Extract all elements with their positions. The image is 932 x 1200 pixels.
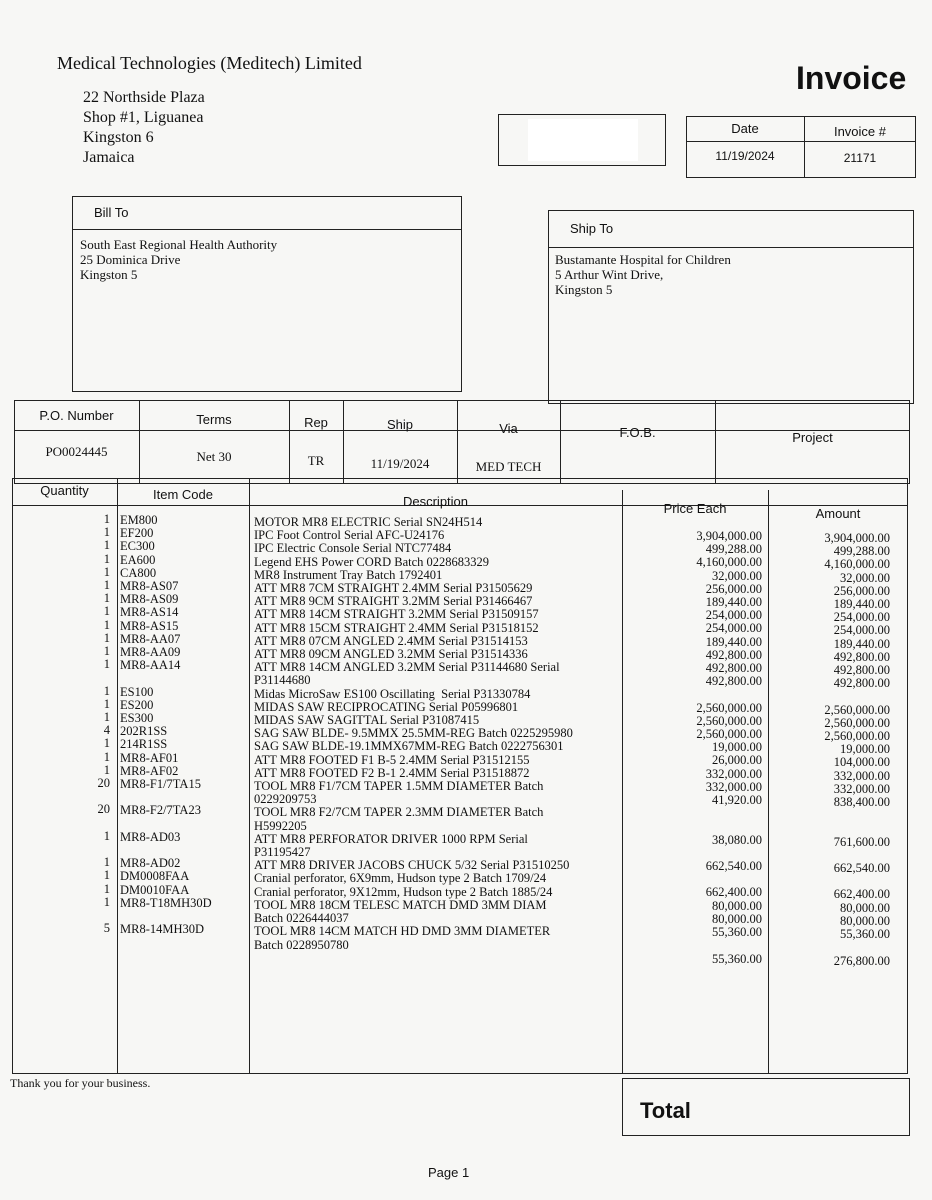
invoice-number-value: 21171: [843, 151, 877, 165]
ship-to-line: Bustamante Hospital for Children: [555, 252, 731, 267]
company-name: Medical Technologies (Meditech) Limited: [57, 53, 362, 73]
item-code-header: Item Code: [153, 487, 213, 502]
amount-column: 3,904,000.00 499,288.00 4,160,000.00 32,000.00 256,000.00 189,440.00 254,000.00 254,000.00 189,440.00 492,800.00 492,800.00 492,800.00 2,560,000.00 2,560,000.00 2,560,000.00 19,000.00 104,000.00 332,000.00 332,000.00 838,400.00 761,600.00 662,540.00 662,400.00 80,000.00 80,000.00 55,360.00 276,800.00: [824, 531, 890, 968]
rep-label: Rep: [304, 415, 328, 430]
fob-label: F.O.B.: [619, 425, 656, 440]
price-each-column: 3,904,000.00 499,288.00 4,160,000.00 32,000.00 256,000.00 189,440.00 254,000.00 254,000.00 189,440.00 492,800.00 492,800.00 492,800.00 2,560,000.00 2,560,000.00 2,560,000.00 19,000.00 26,000.00 332,000.00 332,000.00 41,920.00 38,080.00 662,540.00 662,400.00 80,000.00 80,000.00 55,360.00 55,360.00: [696, 529, 762, 966]
company-address-line: Kingston 6: [83, 129, 154, 146]
po-number-label: P.O. Number: [39, 408, 114, 423]
total-label: Total: [640, 1098, 691, 1123]
project-label: Project: [792, 430, 833, 445]
redaction-mark: [528, 119, 638, 161]
quantity-column: 1 1 1 1 1 1 1 1 1 1 1 1 1 1 1 4 1 1 1 20 20 1 1 1 1 1 5: [97, 512, 110, 936]
bill-to-line: South East Regional Health Authority: [80, 237, 278, 252]
bill-to-label: Bill To: [94, 205, 129, 220]
via-label: Via: [499, 421, 518, 436]
thank-you-note: Thank you for your business.: [10, 1076, 151, 1090]
ship-date-value: 11/19/2024: [370, 456, 430, 471]
date-label: Date: [731, 121, 759, 136]
rep-value: TR: [307, 453, 325, 468]
po-number-value: PO0024445: [45, 444, 108, 459]
ship-to-label: Ship To: [570, 221, 614, 236]
item-code-column: EM800 EF200 EC300 EA600 CA800 MR8-AS07 MR8-AS09 MR8-AS14 MR8-AS15 MR8-AA07 MR8-AA09 MR8-AA14 ES100 ES200 ES300 202R1SS 214R1SS MR8-AF01 MR8-AF02 MR8-F1/7TA15 MR8-F2/7TA23 MR8-AD03 MR8-AD02 DM0008FAA DM0010FAA MR8-T18MH30D MR8-14MH30D: [120, 513, 212, 937]
amount-header: Amount: [815, 506, 861, 521]
date-value: 11/19/2024: [715, 149, 775, 163]
ship-label: Ship: [386, 417, 414, 432]
terms-label: Terms: [196, 412, 232, 427]
ship-to-address: [555, 252, 731, 297]
quantity-header: Quantity: [40, 483, 89, 498]
terms-value: Net 30: [196, 449, 232, 464]
via-value: MED TECH: [475, 459, 542, 474]
ship-to-line: 5 Arthur Wint Drive,: [555, 267, 664, 282]
ship-to-box: [548, 210, 914, 404]
description-column: MOTOR MR8 ELECTRIC Serial SN24H514 IPC Foot Control Serial AFC-U24176 IPC Electric Console Serial NTC77484 Legend EHS Power CORD Batch 0228683329 MR8 Instrument Tray Batch 1792401 ATT MR8 7CM STRAIGHT 2.4MM Serial P31505629 ATT MR8 9CM STRAIGHT 3.2MM Serial P31466467 ATT MR8 14CM STRAIGHT 3.2MM Serial P31509157 ATT MR8 15CM STRAIGHT 2.4MM Serial P31518152 ATT MR8 07CM ANGLED 2.4MM Serial P31514153 ATT MR8 09CM ANGLED 3.2MM Serial P31514336 ATT MR8 14CM ANGLED 3.2MM Serial P31144680 Serial P31144680 Midas MicroSaw ES100 Oscillating Serial P31330784 MIDAS SAW RECIPROCATING Serial P05996801 MIDAS SAW SAGITTAL Serial P31087415 SAG SAW BLDE- 9.5MMX 25.5MM-REG Batch 0225295980 SAG SAW BLDE-19.1MMX67MM-REG Batch 0222756301 ATT MR8 FOOTED F1 B-5 2.4MM Serial P31512155 ATT MR8 FOOTED F2 B-1 2.4MM Serial P31518872 TOOL MR8 F1/7CM TAPER 1.5MM DIAMETER Batch 0229209753 TOOL MR8 F2/7CM TAPER 2.3MM DIAMETER Batch H5992205 ATT MR8 PERFORATOR DRIVER 1000 RPM Serial P31195427 ATT MR8 DRIVER JACOBS CHUCK 5/32 Serial P31510250 Cranial perforator, 6X9mm, Hudson type 2 Batch 1709/24 Cranial perforator, 9X12mm, Hudson type 2 Batch 1885/24 TOOL MR8 18CM TELESC MATCH DMD 3MM DIAM Batch 0226444037 TOOL MR8 14CM MATCH HD DMD 3MM DIAMETER Batch 0228950780: [254, 515, 573, 952]
page-number: Page 1: [428, 1165, 470, 1180]
ship-to-line: Kingston 5: [555, 282, 613, 297]
company-address-line: Shop #1, Liguanea: [83, 109, 204, 126]
bill-to-address: [80, 237, 277, 282]
company-address-line: Jamaica: [83, 149, 135, 166]
invoice-number-label: Invoice #: [833, 124, 887, 139]
bill-to-line: Kingston 5: [80, 267, 138, 282]
bill-to-line: 25 Dominica Drive: [80, 252, 181, 267]
bill-to-box: [72, 196, 462, 392]
price-each-header: Price Each: [663, 501, 727, 516]
company-address-line: 22 Northside Plaza: [83, 89, 205, 106]
description-header: Description: [402, 494, 469, 509]
document-title: Invoice: [796, 60, 907, 96]
